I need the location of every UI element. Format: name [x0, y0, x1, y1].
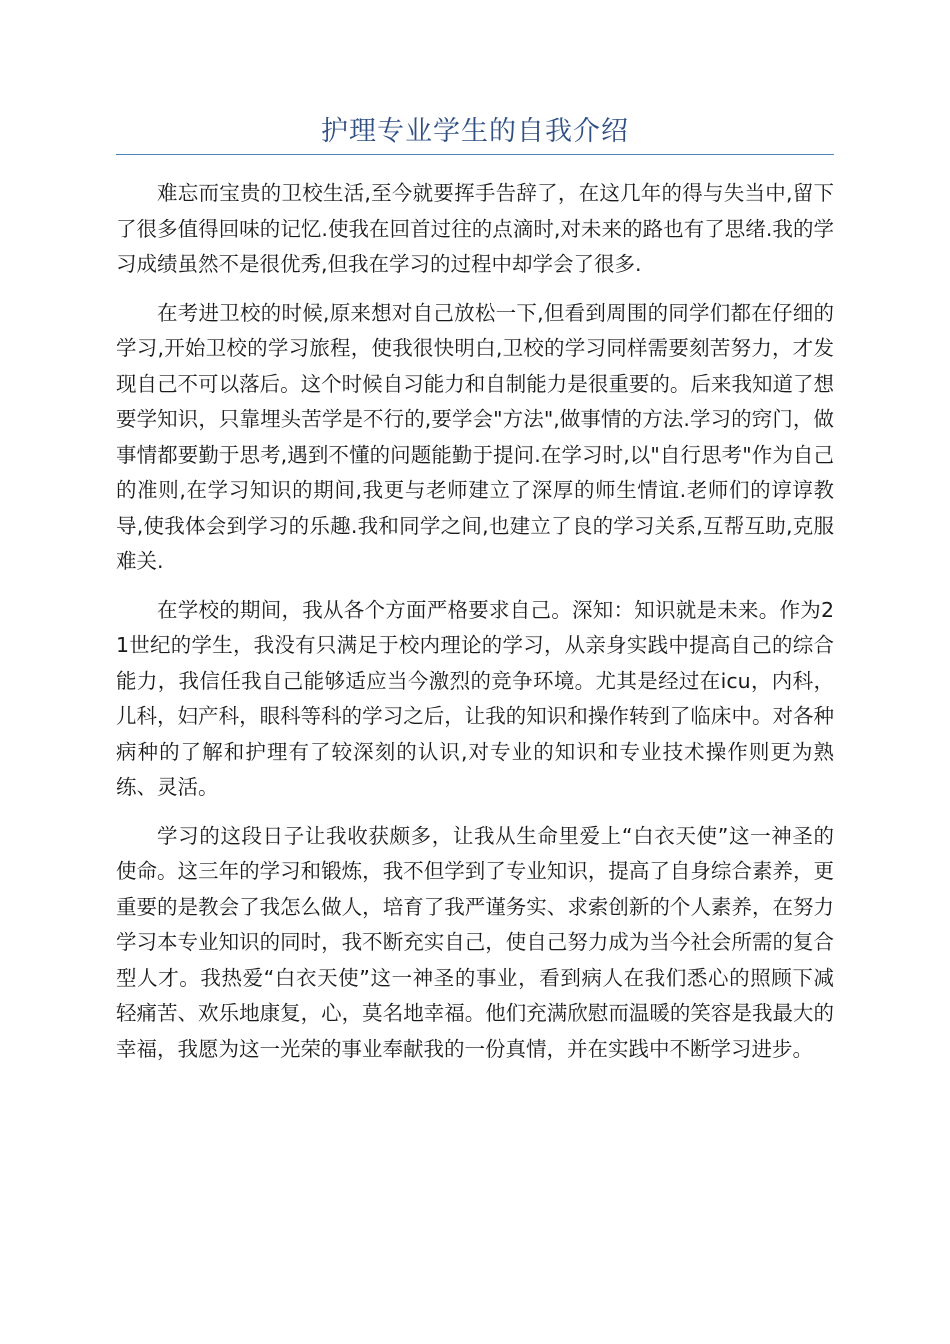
- document-body: [116, 176, 834, 1080]
- document-title: 护理专业学生的自我介绍: [321, 116, 629, 147]
- paragraph-3: 在学校的期间，我从各个方面严格要求自己。深知：知识就是未来。作为21世纪的学生，我没有只满足于校内理论的学习，从亲身实践中提高自己的综合能力，我信任我自己能够适应当今激烈的竞争环境。尤其是经过在icu，内科，儿科，妇产科，眼科等科的学习之后，让我的知识和操作转到了临床中。对各种病种的了解和护理有了较深刻的认识,对专业的知识和专业技术操作则更为熟练、灵活。: [116, 597, 834, 799]
- title-underline: [116, 154, 834, 155]
- paragraph-2: 在考进卫校的时候,原来想对自己放松一下,但看到周围的同学们都在仔细的学习,开始卫校的学习旅程，使我很快明白,卫校的学习同样需要刻苦努力，才发现自己不可以落后。这个时候自习能力和自制能力是很重要的。后来我知道了想要学知识，只靠埋头苦学是不行的,要学会"方法",做事情的方法.学习的窍门，做事情都要勤于思考,遇到不懂的问题能勤于提问.在学习时,以"自行思考"作为自己的准则,在学习知识的期间,我更与老师建立了深厚的师生情谊.老师们的谆谆教导,使我体会到学习的乐趣.我和同学之间,也建立了良的学习关系,互帮互助,克服难关.: [116, 300, 834, 573]
- paragraph-1: 难忘而宝贵的卫校生活,至今就要挥手告辞了，在这几年的得与失当中,留下了很多值得回味的记忆.使我在回首过往的点滴时,对未来的路也有了思绪.我的学习成绩虽然不是很优秀,但我在学习的过程中却学会了很多.: [116, 181, 834, 276]
- paragraph-4: 学习的这段日子让我收获颇多，让我从生命里爱上“白衣天使”这一神圣的使命。这三年的学习和锻炼，我不但学到了专业知识，提高了自身综合素养，更重要的是教会了我怎么做人，培育了我严谨务实、求索创新的个人素养，在努力学习本专业知识的同时，我不断充实自己，使自己努力成为当今社会所需的复合型人才。我热爱“白衣天使”这一神圣的事业，看到病人在我们悉心的照顾下减轻痛苦、欢乐地康复，心，莫名地幸福。他们充满欣慰而温暖的笑容是我最大的幸福，我愿为这一光荣的事业奉献我的一份真情，并在实践中不断学习进步。: [116, 823, 834, 1061]
